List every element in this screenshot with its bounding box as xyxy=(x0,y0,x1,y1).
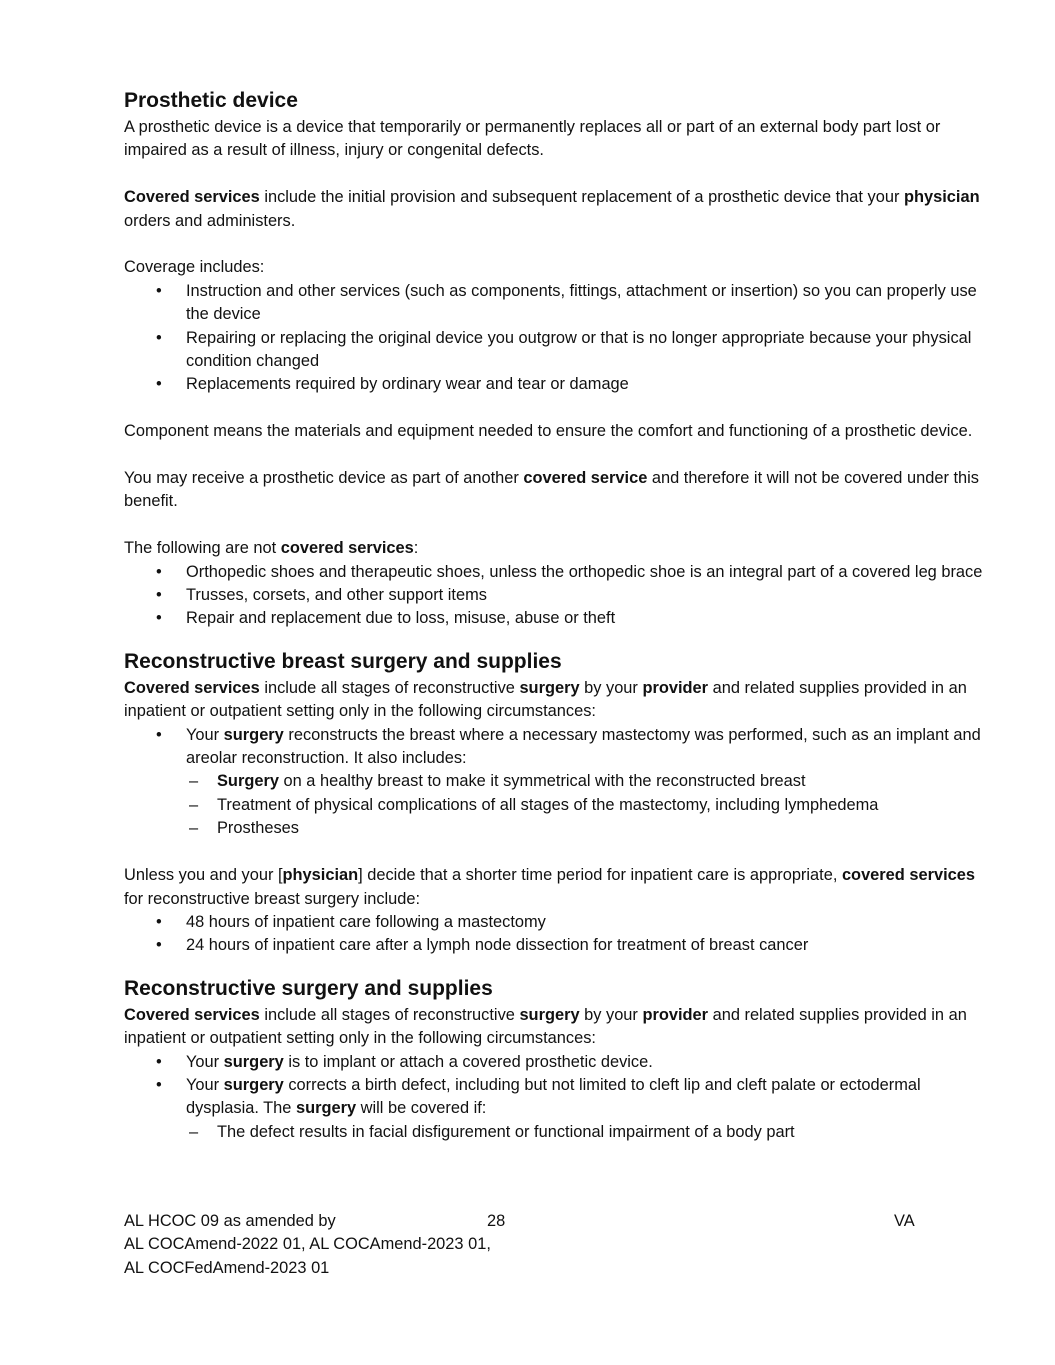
breast-circumstances-list xyxy=(124,724,994,841)
recon-circumstances-list xyxy=(124,1051,994,1145)
prosthetic-covered-services-paragraph: Covered services include the initial provision and subsequent replacement of a prosthetic device that your physician orders and administers. xyxy=(124,188,980,230)
list-item: • Trusses, corsets, and other support items xyxy=(124,584,994,607)
list-item: • 48 hours of inpatient care following a mastectomy xyxy=(124,911,994,934)
section-title-prosthetic-device: Prosthetic device xyxy=(124,89,298,112)
section-title-reconstructive-surgery: Reconstructive surgery and supplies xyxy=(124,976,493,1000)
list-item: • Your surgery is to implant or attach a covered prosthetic device. xyxy=(124,1051,994,1074)
section-title-reconstructive-breast-surgery: Reconstructive breast surgery and supplies xyxy=(124,649,562,673)
breast-sub-list xyxy=(186,770,994,840)
component-definition: Component means the materials and equipment needed to ensure the comfort and functioning of a prosthetic device. xyxy=(124,422,973,441)
list-item: • Replacements required by ordinary wear and tear or damage xyxy=(124,373,994,396)
footer-state-code: VA xyxy=(894,1212,915,1230)
recon-intro-paragraph: Covered services include all stages of reconstructive surgery by your provider and related supplies provided in an inpatient or outpatient setting only in the following circumstances: xyxy=(124,1005,967,1048)
recon-sub-list xyxy=(186,1121,994,1144)
list-item: • Instruction and other services (such as components, fittings, attachment or insertion) so you can properly use the device xyxy=(124,280,994,327)
page-number: 28 xyxy=(487,1212,506,1230)
coverage-includes-label: Coverage includes: xyxy=(124,258,265,277)
list-item: • Repairing or replacing the original device you outgrow or that is no longer appropriate because your physical condition changed xyxy=(124,327,994,374)
inpatient-hours-list xyxy=(124,911,994,958)
prosthetic-definition: A prosthetic device is a device that temporarily or permanently replaces all or part of an external body part lost or impaired as a result of illness, injury or congenital defects. xyxy=(124,118,941,160)
sub-list-item: – Surgery on a healthy breast to make it symmetrical with the reconstructed breast xyxy=(186,770,994,793)
list-item: • Your surgery corrects a birth defect, including but not limited to cleft lip and cleft palate or ectodermal dysplasia. The surgery will be covered if: – The defect results in facial disfigurement or functional impairment of a body part xyxy=(124,1074,994,1144)
list-item: • Orthopedic shoes and therapeutic shoes, unless the orthopedic shoe is an integral part of a covered leg brace xyxy=(124,561,994,584)
sub-list-item: – Prostheses xyxy=(186,817,994,840)
not-covered-list xyxy=(124,561,994,631)
list-item: • 24 hours of inpatient care after a lymph node dissection for treatment of breast cancer xyxy=(124,934,994,957)
inpatient-care-paragraph: Unless you and your [physician] decide that a shorter time period for inpatient care is appropriate, covered services for reconstructive breast surgery include: xyxy=(124,866,975,908)
coverage-list xyxy=(124,280,994,397)
another-covered-service-paragraph: You may receive a prosthetic device as part of another covered service and therefore it will not be covered under this benefit. xyxy=(124,469,979,511)
document-page xyxy=(124,86,994,1144)
list-item: • Repair and replacement due to loss, misuse, abuse or theft xyxy=(124,607,994,630)
sub-list-item: – The defect results in facial disfigurement or functional impairment of a body part xyxy=(186,1121,994,1144)
breast-intro-paragraph: Covered services include all stages of reconstructive surgery by your provider and related supplies provided in an inpatient or outpatient setting only in the following circumstances: xyxy=(124,678,967,721)
not-covered-label: The following are not covered services: xyxy=(124,539,419,558)
list-item: • Your surgery reconstructs the breast where a necessary mastectomy was performed, such as an implant and areolar reconstruction. It also includes: – Surgery on a healthy breast to make it symmetrical with the reconstructed breast – Treatment of physical complications of all stages of the mastectomy, including lymphedema – Prostheses xyxy=(124,724,994,841)
footer-document-id: AL HCOC 09 as amended by AL COCAmend-2022 01, AL COCAmend-2023 01, AL COCFedAmend-2023 01 xyxy=(124,1212,491,1277)
sub-list-item: – Treatment of physical complications of all stages of the mastectomy, including lymphedema xyxy=(186,794,994,817)
